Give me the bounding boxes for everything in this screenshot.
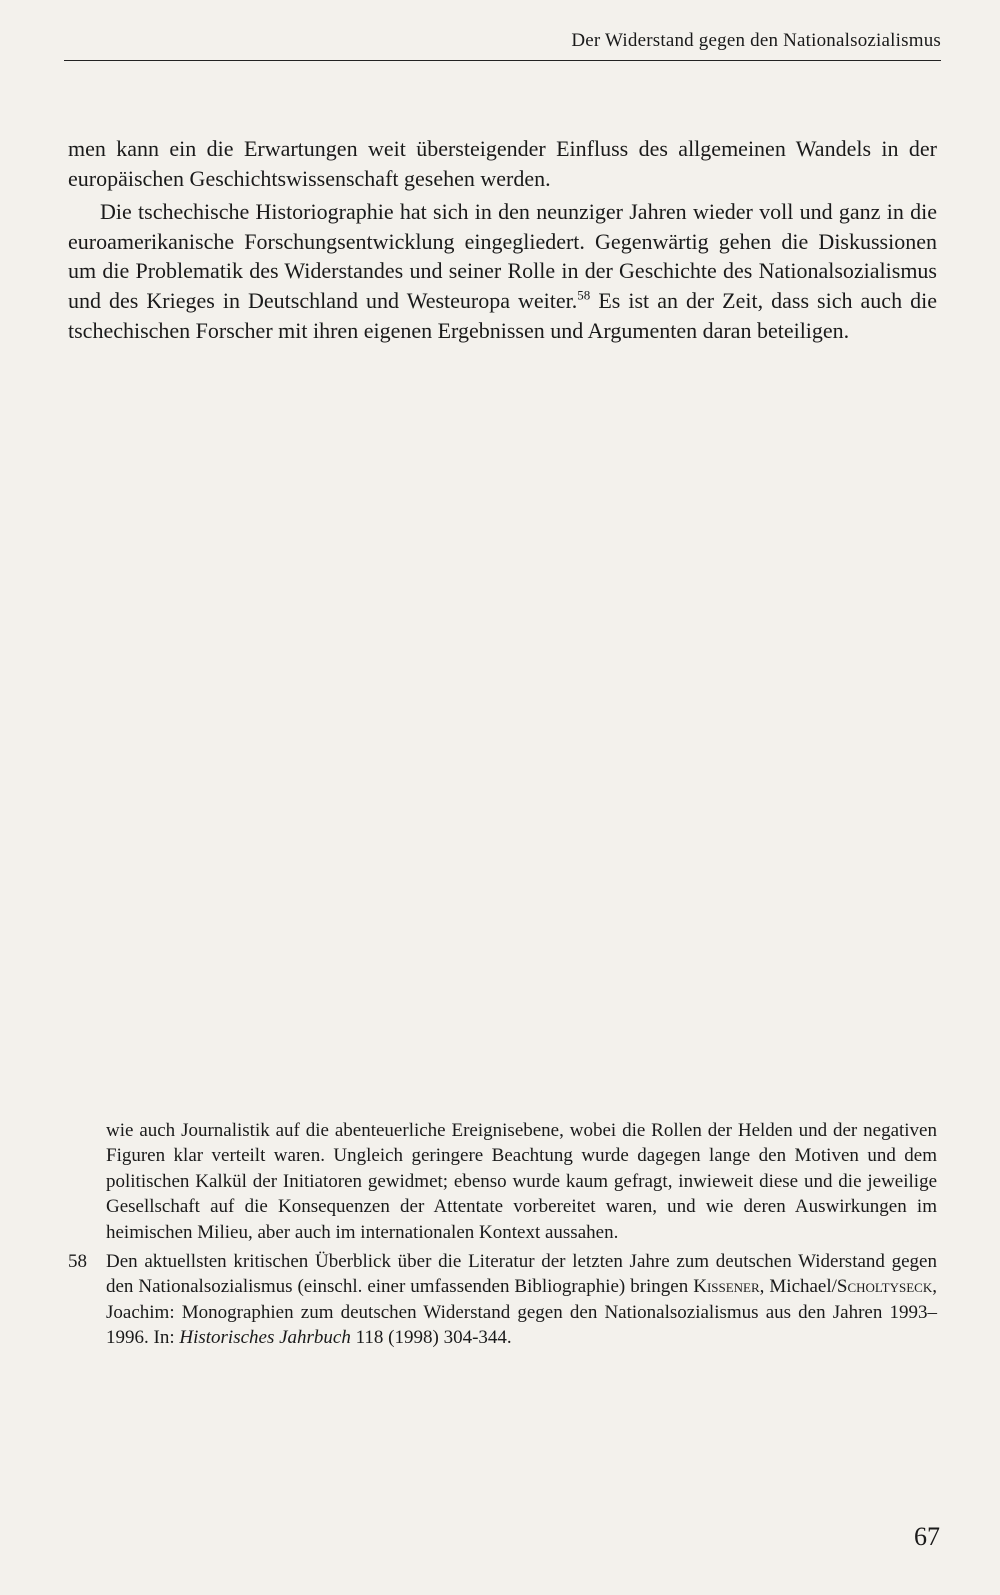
footnote-continued <box>68 1118 937 1245</box>
paragraph-2-text-cont: Es ist an der Zeit, dass sich auch die tschechischen Forscher mit ihren eigenen Ergebnissen und Argumenten daran beteiligen. <box>68 287 937 343</box>
page-number: 67 <box>914 1522 940 1551</box>
author-kissener: Kissener <box>693 1276 760 1298</box>
author-scholtyseck: Scholtyseck <box>836 1276 933 1298</box>
footnote-ref-58[interactable]: 58 <box>577 287 591 303</box>
running-header: Der Widerstand gegen den Nationalsozialismus <box>571 30 941 51</box>
footnote-58 <box>68 1249 937 1351</box>
main-text <box>68 134 937 345</box>
header-rule <box>64 60 941 61</box>
footnote-58-text: Den aktuellsten kritischen Überblick über die Literatur der letzten Jahre zum deutschen Widerstand gegen den Nationalsozialismus (einschl. einer umfassenden Bibliographie) bringen Kissener, Michael/Scholtyseck, Joachim: Monographien zum deutschen Widerstand gegen den Nationalsozialismus aus den Jahren 1993–1996. In: Historisches Jahrbuch 118 (1998) 304-344. <box>106 1251 937 1349</box>
footnote-number: 58 <box>68 1251 87 1273</box>
paragraph-1: men kann ein die Erwartungen weit übersteigender Einfluss des allgemeinen Wandels in der europäischen Geschichtswissenschaft gesehen werden. <box>68 136 937 191</box>
paragraph-2-text: Die tschechische Historiographie hat sich in den neunziger Jahren wieder voll und ganz in die euroamerikanische Forschungsentwicklung eingegliedert. Gegenwärtig gehen die Diskussionen um die Problematik des Widerstandes und seiner Rolle in der Geschichte des Nationalsozialismus und des Krieges in Deutschland und Westeuropa weiter. <box>68 199 937 313</box>
paragraph-2 <box>68 197 937 345</box>
footnotes <box>68 1118 937 1351</box>
journal-title: Historisches Jahrbuch <box>179 1327 351 1349</box>
footnote-continued-text: wie auch Journalistik auf die abenteuerliche Ereignisebene, wobei die Rollen der Helden und der negativen Figuren klar verteilt waren. Ungleich geringere Beachtung wurde dagegen lange den Motiven und dem politischen Kalkül der Initiatoren gewidmet; ebenso wurde kaum gefragt, inwieweit diese und die jeweilige Gesellschaft auf die Konsequenzen der Attentate vorbereitet waren, und wie deren Auswirkungen im heimischen Milieu, aber auch im internationalen Kontext aussahen. <box>106 1120 937 1243</box>
